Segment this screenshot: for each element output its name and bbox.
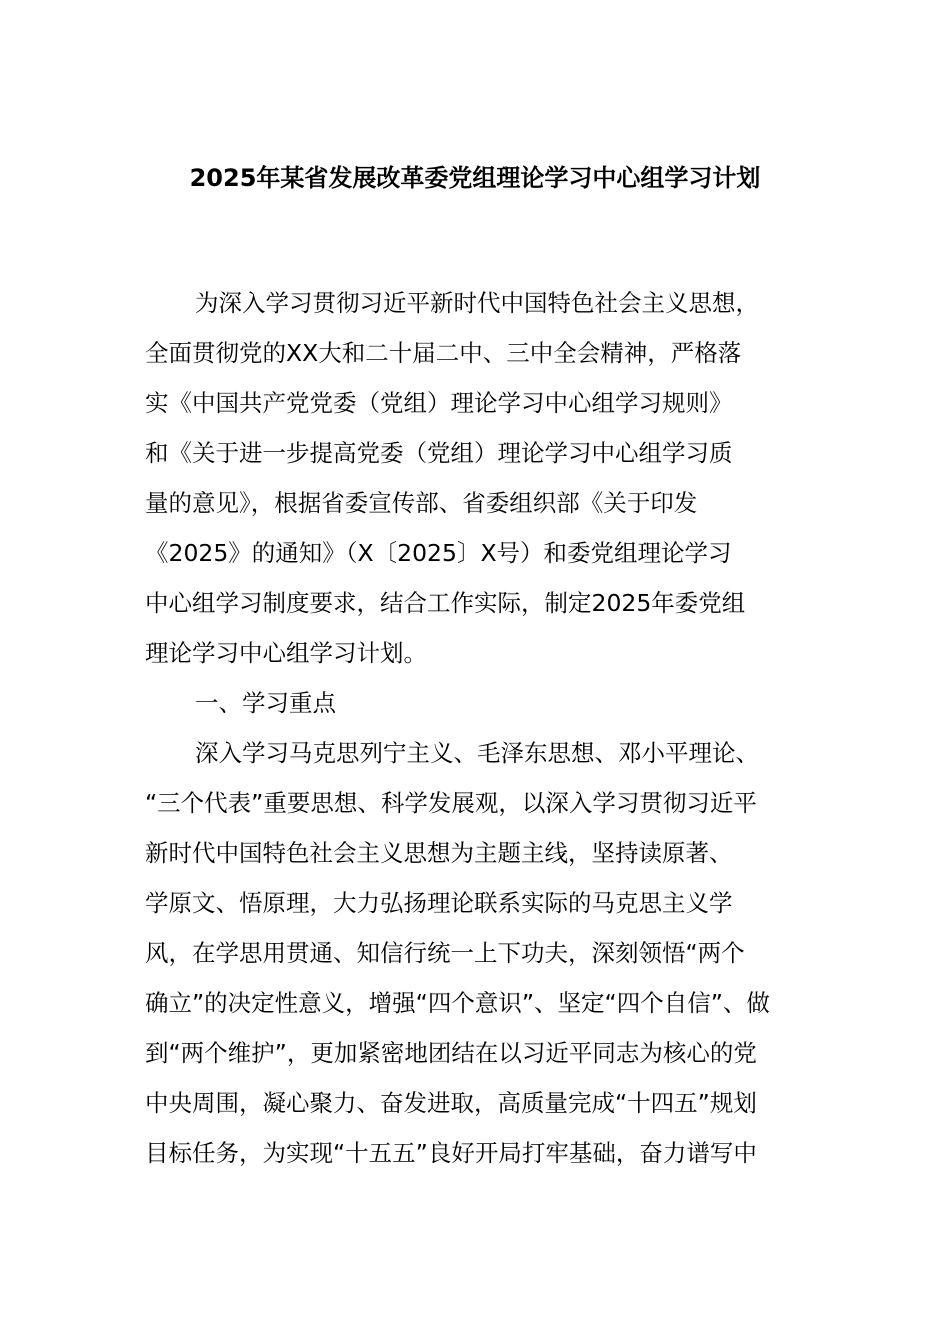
paragraph-line: 和《关于进一步提高党委（党组）理论学习中心组学习质 [145,439,733,467]
paragraph-line: 学原文、悟原理，大力弘扬理论联系实际的马克思主义学 [145,889,733,917]
paragraph-line: 中心组学习制度要求，结合工作实际，制定2025年委党组 [145,589,746,617]
paragraph-line: 理论学习中心组学习计划。 [145,639,427,667]
paragraph-line: 到“两个维护”，更加紧密地团结在以习近平同志为核心的党 [145,1039,757,1067]
paragraph-line: 为深入学习贯彻习近平新时代中国特色社会主义思想， [195,289,759,317]
paragraph-line: 全面贯彻党的XX大和二十届二中、三中全会精神，严格落 [145,339,742,367]
paragraph-line: 实《中国共产党党委（党组）理论学习中心组学习规则》 [145,389,733,417]
paragraph-line: 《2025》的通知》（X〔2025〕X号）和委党组理论学习 [145,539,732,567]
paragraph-line: “三个代表”重要思想、科学发展观，以深入学习贯彻习近平 [145,789,757,817]
paragraph-line: 量的意见》，根据省委宣传部、省委组织部《关于印发 [145,489,698,517]
paragraph-line: 中央周围，凝心聚力、奋发进取，高质量完成“十四五”规划 [145,1089,757,1117]
section-heading: 一、学习重点 [195,689,336,717]
paragraph-line: 确立”的决定性意义，增强“四个意识”、坚定“四个自信”、做 [145,989,770,1017]
document-title: 2025年某省发展改革委党组理论学习中心组学习计划 [189,164,761,192]
paragraph-line: 深入学习马克思列宁主义、毛泽东思想、邓小平理论、 [195,739,759,767]
paragraph-line: 新时代中国特色社会主义思想为主题主线，坚持读原著、 [145,839,733,867]
paragraph-line: 目标任务，为实现“十五五”良好开局打牢基础，奋力谱写中 [145,1139,757,1167]
paragraph-line: 风，在学思用贯通、知信行统一上下功夫，深刻领悟“两个 [145,939,745,967]
document-body [145,278,845,1178]
